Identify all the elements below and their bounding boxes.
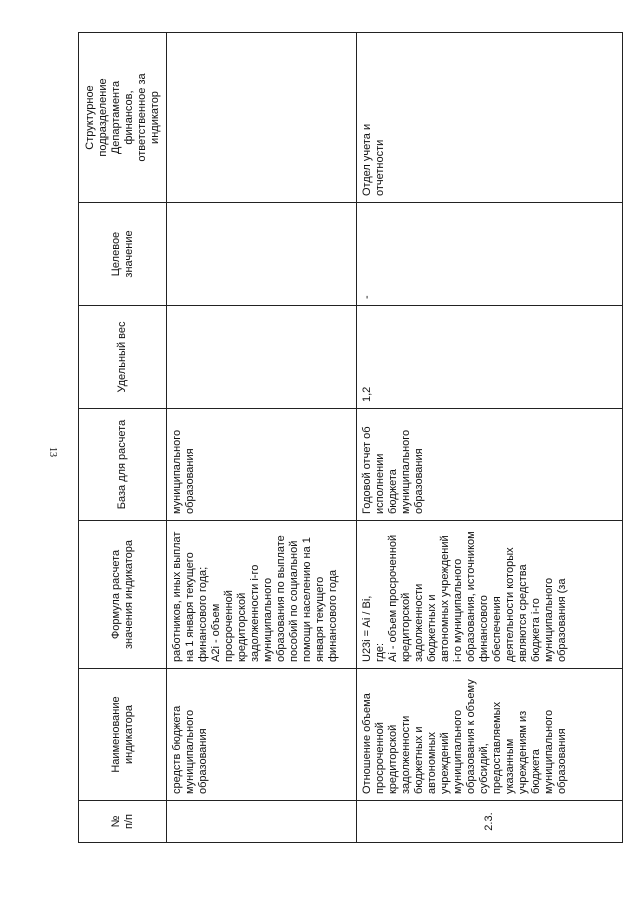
row1-target — [167, 203, 357, 306]
row1-unit — [167, 33, 357, 203]
header-num: № п/п — [79, 801, 167, 843]
page-number: 13 — [47, 447, 58, 457]
row2-target: - — [357, 203, 623, 306]
header-formula: Формула расчета значения индикатора — [79, 521, 167, 669]
row2-name: Отношение объема просроченной кредиторской задолженности бюджетных и автономных учреждений муниципального образования к объему субсидий, предоставляемых указанным учреждениям из бюджета муниципального образования — [357, 669, 623, 801]
header-name: Наименование индикатора — [79, 669, 167, 801]
row1-name: средств бюджета муниципального образования — [167, 669, 357, 801]
row2-num: 2.3. — [357, 801, 623, 843]
header-target: Целевое значение — [79, 203, 167, 306]
header-row — [79, 33, 167, 843]
row1-weight — [167, 306, 357, 409]
table-row — [167, 33, 357, 843]
rotated-table-container — [78, 33, 622, 843]
row1-base: муниципального образования — [167, 409, 357, 521]
row1-formula: работников, иных выплат на 1 января текущего финансового года; A2i - объем просроченной кредиторской задолженности i-го муниципального образования по выплате пособий по социальной помощи населению на 1 января текущего финансового года — [167, 521, 357, 669]
indicators-table — [78, 32, 623, 843]
table-row — [357, 33, 623, 843]
header-weight: Удельный вес — [79, 306, 167, 409]
row2-weight: 1,2 — [357, 306, 623, 409]
header-base: База для расчета — [79, 409, 167, 521]
row2-formula: U23i = Ai / Bi, где: Ai - объем просроченной кредиторской задолженности бюджетных и автономных учреждений i-го муниципального образования, источником финансового обеспечения деятельности которых являются средства бюджета i-го муниципального образования (за — [357, 521, 623, 669]
row2-unit: Отдел учета и отчетности — [357, 33, 623, 203]
row1-num — [167, 801, 357, 843]
header-unit: Структурное подразделение Департамента финансов, ответственное за индикатор — [79, 33, 167, 203]
row2-base: Годовой отчет об исполнении бюджета муниципального образования — [357, 409, 623, 521]
